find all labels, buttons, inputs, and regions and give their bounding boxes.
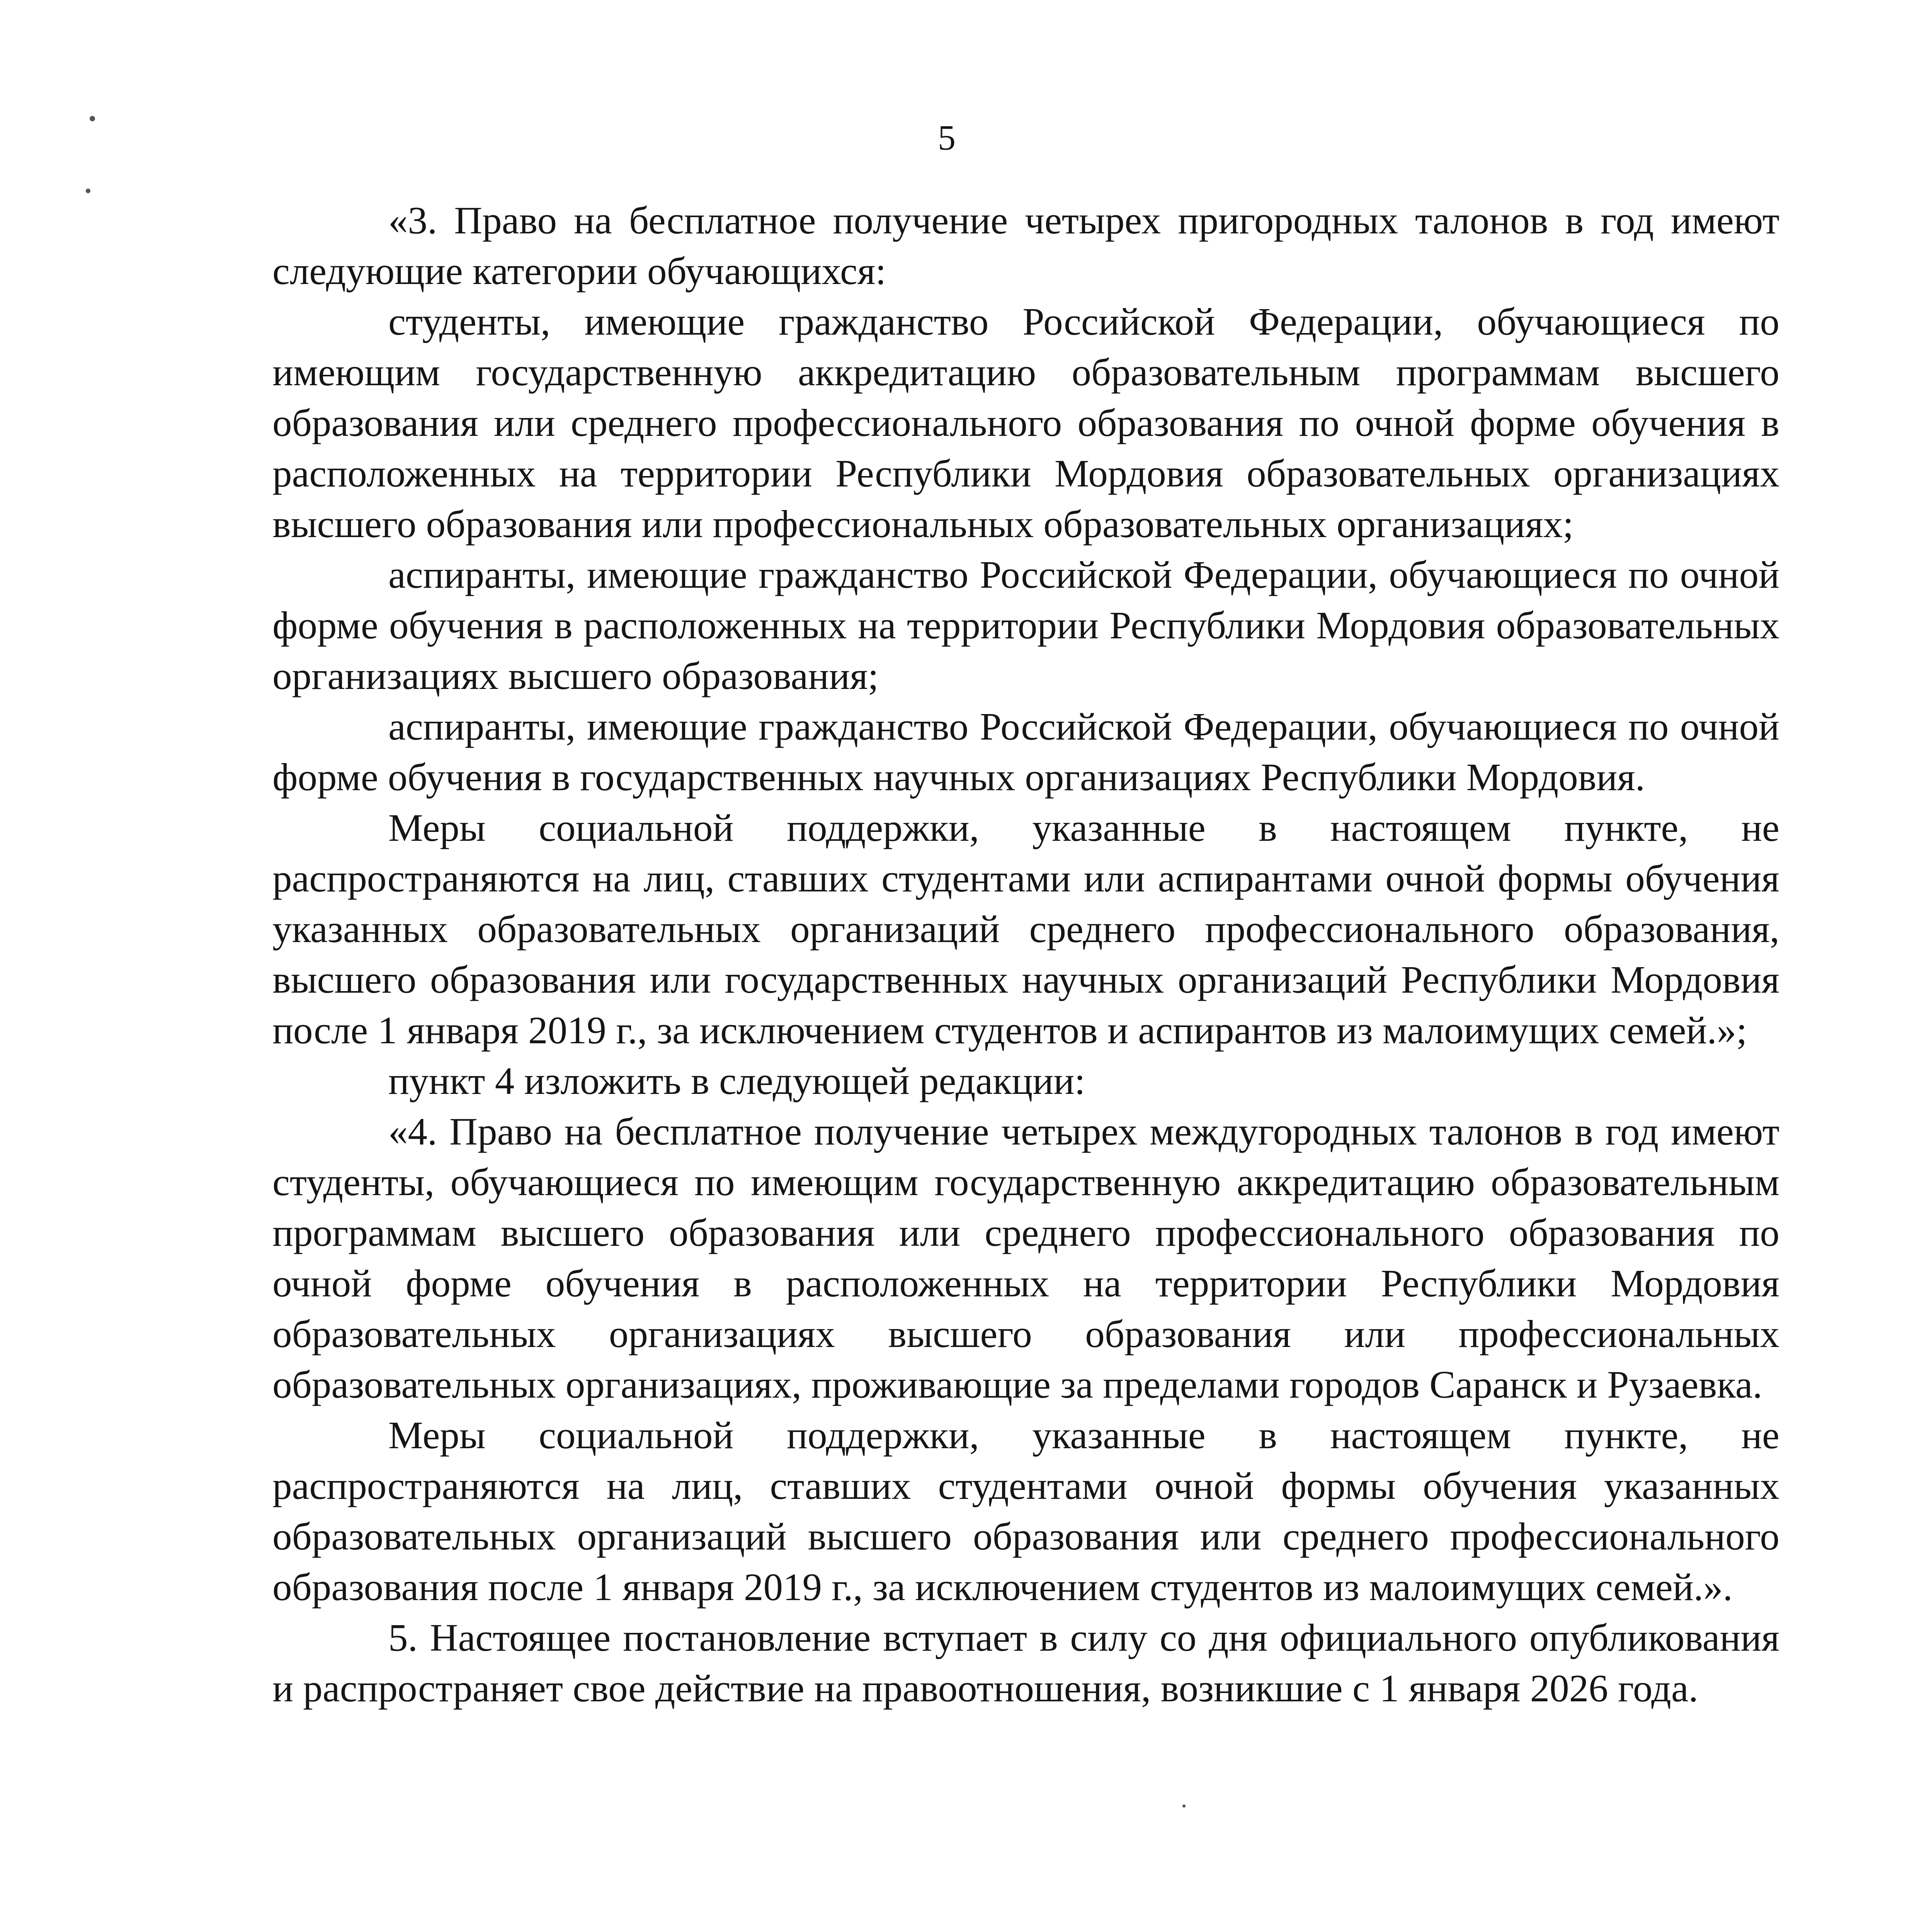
scan-speck — [86, 189, 90, 193]
paragraph-clause-3: «3. Право на бесплатное получение четырех пригородных талонов в год имеют следующие категории обучающихся: — [272, 199, 1779, 293]
paragraph-support-exclusion-3: Меры социальной поддержки, указанные в настоящем пункте, не распространяются на лиц, ставших студентами или аспирантами очной формы обучения указанных образовательных организаций среднего профессионального образования, высшего образования или государственных научных организаций Республики Мордовия после 1 января 2019 г., за исключением студентов и аспирантов из малоимущих семей.»; — [272, 806, 1779, 1052]
paragraph-postgraduates-universities: аспиранты, имеющие гражданство Российской Федерации, обучающиеся по очной форме обучения в расположенных на территории Республики Мордовия образовательных организациях высшего образования; — [272, 553, 1779, 697]
page-number: 5 — [938, 118, 956, 157]
scan-speck — [90, 116, 95, 121]
paragraph-clause-4: «4. Право на бесплатное получение четырех междугородных талонов в год имеют студенты, обучающиеся по имеющим государственную аккредитацию образовательным программам высшего образования или среднего профессионального образования по очной форме обучения в расположенных на территории Республики Мордовия образовательных организациях высшего образования или профессиональных образовательных организациях, проживающие за пределами городов Саранск и Рузаевка. — [272, 1110, 1779, 1406]
paragraph-amend-clause-4: пункт 4 изложить в следующей редакции: — [388, 1059, 1085, 1102]
paragraph-students-category: студенты, имеющие гражданство Российской Федерации, обучающиеся по имеющим государственную аккредитацию образовательным программам высшего образования или среднего профессионального образования по очной форме обучения в расположенных на территории Республики Мордовия образовательных организациях высшего образования или профессиональных образовательных организациях; — [272, 300, 1779, 546]
scan-speck — [1182, 1804, 1186, 1808]
paragraph-entry-into-force: 5. Настоящее постановление вступает в силу со дня официального опубликования и распространяет свое действие на правоотношения, возникшие с 1 января 2026 года. — [272, 1616, 1779, 1710]
document-body — [272, 195, 1779, 1714]
paragraph-postgraduates-research: аспиранты, имеющие гражданство Российской Федерации, обучающиеся по очной форме обучения в государственных научных организациях Республики Мордовия. — [272, 705, 1779, 799]
paragraph-support-exclusion-4: Меры социальной поддержки, указанные в настоящем пункте, не распространяются на лиц, ставших студентами очной формы обучения указанных образовательных организаций высшего образования или среднего профессионального образования после 1 января 2019 г., за исключением студентов из малоимущих семей.». — [272, 1413, 1779, 1609]
